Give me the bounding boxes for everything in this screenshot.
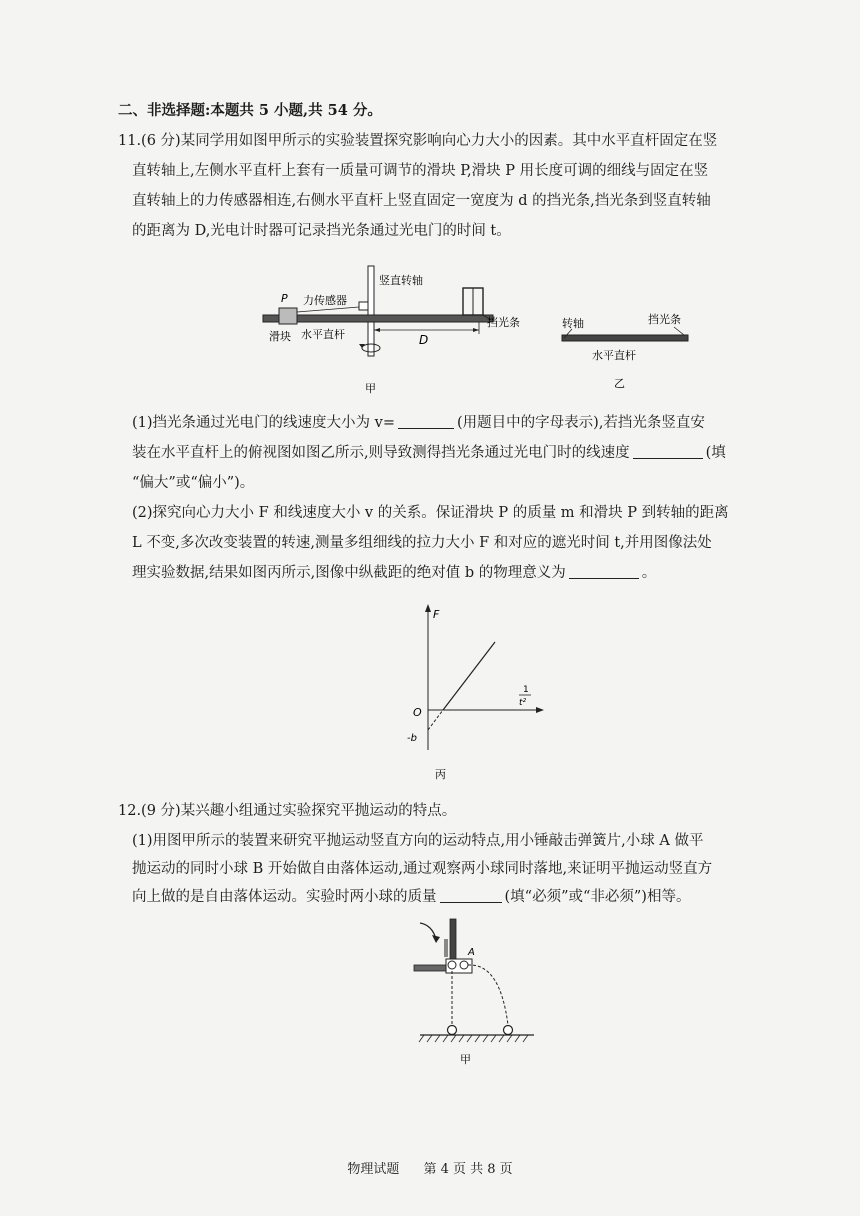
q11-part1-line-2	[132, 443, 726, 463]
q12-text-b: (填“必须”或“非必须”)相等。	[504, 889, 691, 905]
q11-part1-line-3: “偏大”或“偏小”)。	[132, 475, 255, 491]
q11-stem-line-3: 直转轴上的力传感器相连,右侧水平直杆上竖直固定一宽度为 d 的挡光条,挡光条到竖直转轴	[132, 193, 711, 209]
graph-intercept: -b	[407, 733, 417, 744]
graph-origin: O	[413, 706, 422, 719]
label-p: P	[281, 292, 288, 305]
q12-caption-jia: 甲	[460, 1053, 471, 1066]
q11-part2-line-3	[132, 563, 656, 583]
caption-yi: 乙	[614, 377, 625, 390]
caption-jia: 甲	[365, 382, 376, 395]
label-distance-d: D	[419, 333, 429, 347]
label-light-strip: 挡光条	[487, 316, 520, 329]
ball-a-top	[460, 961, 468, 969]
graph-x-label-den: t²	[519, 698, 527, 708]
caption-bing: 丙	[435, 768, 446, 781]
base-plate-shape	[414, 965, 450, 971]
answer-blank-v[interactable]	[398, 414, 454, 429]
q12-line-3	[132, 887, 690, 907]
q11-stem-line-4: 的距离为 D,光电计时器可记录挡光条通过光电门的时间 t。	[132, 223, 511, 239]
q11-part1-line-1	[132, 413, 705, 433]
label-horizontal-rod: 水平直杆	[301, 328, 345, 341]
q12-label-a: A	[468, 947, 475, 958]
label-vertical-axis: 竖直转轴	[379, 274, 423, 287]
page-footer	[0, 1158, 860, 1177]
q11-part2-line-1: (2)探究向心力大小 F 和线速度大小 v 的关系。保证滑块 P 的质量 m 和滑块 P 到转轴的距离	[132, 505, 729, 521]
figure-q12-jia	[410, 915, 540, 1070]
q11-part2-text-a: 理实验数据,结果如图丙所示,图像中纵截距的绝对值 b 的物理意义为	[132, 565, 566, 581]
section-title: 二、非选择题:本题共 5 小题,共 54 分。	[118, 102, 382, 119]
q11-part1-text-d: (填	[705, 445, 726, 461]
ball-a-ground	[504, 1026, 513, 1035]
footer-subject: 物理试题	[347, 1162, 400, 1177]
figure-yi-topview	[552, 305, 702, 395]
q12-line-2: 抛运动的同时小球 B 开始做自由落体运动,通过观察两小球同时落地,来证明平抛运动竖直方	[132, 861, 713, 877]
label-slider: 滑块	[269, 330, 291, 343]
graph-x-label-num: 1	[523, 685, 529, 695]
answer-blank-b-meaning[interactable]	[569, 564, 639, 579]
graph-line	[443, 642, 495, 710]
label-force-sensor: 力传感器	[303, 294, 347, 307]
q12-title: 12.(9 分)某兴趣小组通过实验探究平抛运动的特点。	[118, 803, 457, 819]
q11-part1-text-b: (用题目中的字母表示),若挡光条竖直安	[457, 415, 705, 431]
answer-blank-mass[interactable]	[440, 888, 502, 903]
q11-part2-text-b: 。	[641, 565, 657, 581]
figure-jia-apparatus	[255, 262, 555, 397]
figure-bing-graph	[395, 600, 555, 785]
q11-stem-line-1: 11.(6 分)某同学用如图甲所示的实验装置探究影响向心力大小的因素。其中水平直杆固定在竖	[118, 133, 718, 149]
q12-line-1: (1)用图甲所示的装置来研究平抛运动竖直方向的运动特点,用小锤敲击弹簧片,小球 A 做平	[132, 833, 704, 849]
yi-rod-shape	[562, 335, 688, 341]
force-sensor-shape	[359, 302, 368, 310]
q12-text-a: 向上做的是自由落体运动。实验时两小球的质量	[132, 889, 437, 905]
ball-b-ground	[448, 1026, 457, 1035]
q11-part1-text-a: (1)挡光条通过光电门的线速度大小为 v=	[132, 415, 395, 431]
footer-page-number: 第 4 页 共 8 页	[423, 1162, 513, 1177]
ball-b-top	[448, 961, 456, 969]
yi-label-light-strip: 挡光条	[648, 313, 681, 326]
yi-label-rod: 水平直杆	[592, 349, 636, 362]
vertical-axis-shape	[368, 266, 374, 356]
yi-label-axis: 转轴	[562, 317, 584, 330]
graph-line-extension	[428, 710, 443, 730]
graph-y-label: F	[433, 608, 440, 621]
q11-part1-text-c: 装在水平直杆上的俯视图如图乙所示,则导致测得挡光条通过光电门时的线速度	[132, 445, 630, 461]
q11-stem-line-2: 直转轴上,左侧水平直杆上套有一质量可调节的滑块 P,滑块 P 用长度可调的细线与固定在竖	[132, 163, 709, 179]
answer-blank-bias[interactable]	[633, 444, 703, 459]
q11-part2-line-2: L 不变,多次改变装置的转速,测量多组细线的拉力大小 F 和对应的遮光时间 t,并用图像法处	[132, 535, 712, 551]
slider-shape	[279, 308, 297, 324]
